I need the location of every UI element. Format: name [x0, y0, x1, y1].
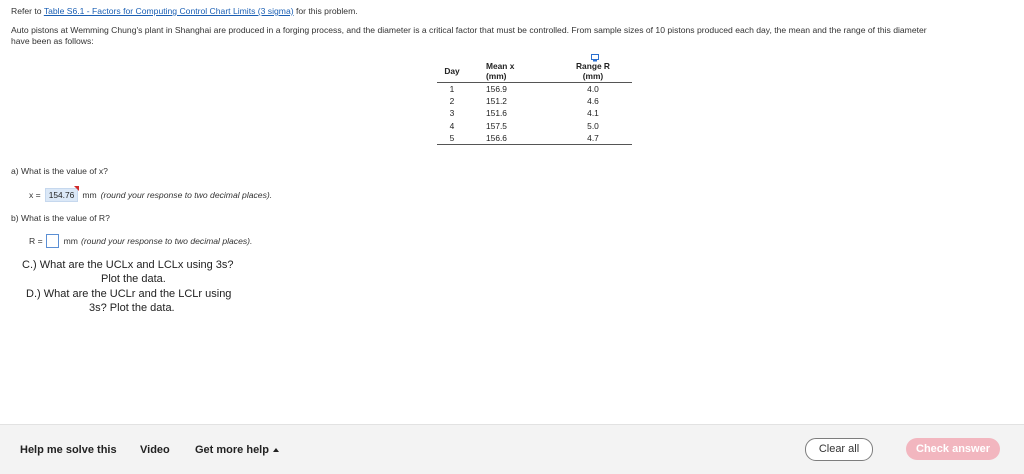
part-c	[22, 258, 262, 287]
part-a-unit: mm	[82, 190, 97, 200]
cell-day: 2	[449, 96, 455, 107]
part-b-hint: (round your response to two decimal places).	[80, 236, 253, 246]
part-b-answer-input[interactable]	[46, 234, 59, 248]
cell-mean: 156.9	[486, 84, 507, 95]
part-a-label: x =	[29, 190, 41, 200]
cell-mean: 151.2	[486, 96, 507, 107]
table-header-row	[437, 60, 632, 83]
cell-mean: 156.6	[486, 132, 507, 143]
part-c-line-2: Plot the data.	[101, 273, 166, 286]
intro-suffix: for this problem.	[293, 6, 358, 16]
table-row	[437, 83, 632, 96]
cell-mean: 157.5	[486, 120, 507, 131]
video-button[interactable]: Video	[140, 444, 170, 456]
header-mean-unit: (mm)	[486, 71, 507, 81]
cell-range: 4.1	[587, 108, 599, 119]
table-s61-link[interactable]: Table S6.1 - Factors for Computing Control Chart Limits (3 sigma)	[43, 6, 294, 16]
cell-range: 4.7	[587, 132, 599, 143]
problem-text	[11, 25, 1011, 47]
table-row	[437, 107, 632, 119]
part-a-answer-row	[29, 188, 272, 202]
clear-all-button[interactable]: Clear all	[805, 438, 873, 461]
part-d	[26, 287, 266, 316]
part-a-answer-input[interactable]	[45, 188, 79, 202]
part-c-line-1: C.) What are the UCLx and LCLx using 3s?	[22, 259, 234, 271]
intro-line	[11, 6, 358, 16]
problem-line-2: have been as follows:	[11, 36, 94, 46]
header-range	[554, 60, 632, 83]
table-row	[437, 95, 632, 107]
part-a-question: a) What is the value of x?	[11, 166, 108, 176]
cell-day: 5	[449, 132, 455, 143]
cell-range: 4.6	[587, 96, 599, 107]
help-me-solve-button[interactable]: Help me solve this	[20, 444, 117, 456]
part-b-unit: mm	[63, 236, 78, 246]
cell-mean: 151.6	[486, 108, 507, 119]
intro-prefix: Refer to	[11, 6, 44, 16]
footer-bar	[0, 424, 1024, 474]
incorrect-flag-icon	[74, 186, 79, 191]
part-b-answer-row	[29, 234, 252, 248]
part-d-line-1: D.) What are the UCLr and the LCLr using	[26, 288, 232, 300]
part-b-question: b) What is the value of R?	[11, 213, 110, 223]
cell-range: 4.0	[587, 84, 599, 95]
cell-range: 5.0	[587, 120, 599, 131]
cell-day: 3	[449, 108, 455, 119]
part-d-line-2: 3s? Plot the data.	[89, 302, 175, 315]
table-row	[437, 120, 632, 132]
header-mean	[467, 60, 554, 83]
check-answer-button[interactable]: Check answer	[906, 438, 1000, 460]
cell-day: 1	[449, 84, 455, 95]
problem-line-1: Auto pistons at Wemming Chung's plant in Shanghai are produced in a forging process, and the diameter is a critical factor that must be controlled. From sample sizes of 10 pistons produced each day, the mean and the range of this diameter	[11, 25, 927, 35]
header-range-top: Range R	[576, 61, 610, 71]
part-a-answer-value: 154.76	[48, 190, 75, 200]
cell-day: 4	[449, 120, 455, 131]
piston-data-table	[437, 60, 632, 145]
part-b-label: R =	[29, 236, 43, 246]
header-mean-top: Mean x	[486, 61, 515, 71]
table-row	[437, 132, 632, 145]
header-range-unit: (mm)	[582, 71, 604, 81]
caret-up-icon	[273, 448, 279, 452]
header-day: Day	[444, 66, 460, 76]
part-a-hint: (round your response to two decimal places).	[100, 190, 273, 200]
get-more-help-label: Get more help	[195, 444, 269, 456]
get-more-help-button[interactable]	[195, 444, 279, 456]
